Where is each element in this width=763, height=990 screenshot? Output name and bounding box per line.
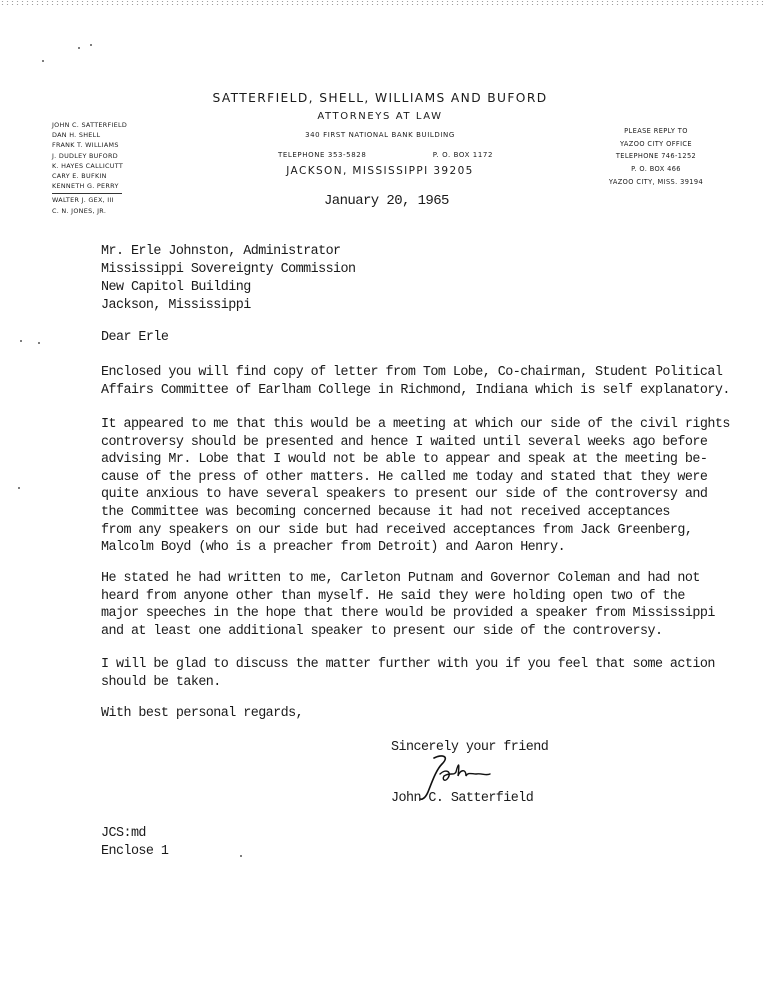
signer-name: John C. Satterfield — [391, 791, 534, 806]
enclosure-note: Enclose 1 — [101, 843, 169, 859]
recipient-address — [101, 243, 356, 315]
closing: With best personal regards, — [101, 706, 304, 721]
address-line: New Capitol Building — [101, 280, 251, 295]
address-line: Mississippi Sovereignty Commission — [101, 262, 356, 277]
associate-name: WALTER J. GEX, III — [52, 196, 114, 205]
body-paragraph-3 — [101, 570, 715, 640]
address-line: Mr. Erle Johnston, Administrator — [101, 244, 341, 259]
paragraph-line: advising Mr. Lobe that I would not be able to appear and speak at the meeting be- — [101, 452, 708, 468]
partner-name: JOHN C. SATTERFIELD — [52, 121, 128, 129]
firm-po-box: P. O. BOX 1172 — [432, 151, 493, 159]
partner-name: CARY E. BUFKIN — [52, 172, 107, 181]
signoff: Sincerely your friend — [391, 740, 549, 755]
paragraph-line: major speeches in the hope that there would be provided a speaker from Mississippi — [101, 606, 715, 622]
firm-city: JACKSON, MISSISSIPPI 39205 — [286, 165, 474, 177]
typist-initials: JCS:md — [101, 826, 146, 841]
partner-name: K. HAYES CALLICUTT — [52, 161, 124, 170]
partner-name: DAN H. SHELL — [52, 131, 101, 140]
body-paragraph-1 — [101, 364, 730, 399]
partner-name: J. DUDLEY BUFORD — [52, 151, 118, 160]
paragraph-line: Malcolm Boyd (who is a preacher from Detroit) and Aaron Henry. — [101, 540, 566, 556]
paragraph-line: from any speakers on our side but had received acceptances from Jack Greenberg, — [101, 522, 693, 538]
scan-edge-noise — [0, 0, 763, 6]
partner-name: FRANK T. WILLIAMS — [52, 141, 119, 150]
reference-initials-block — [101, 825, 168, 860]
paragraph-line: and at least one additional speaker to present our side of the controversy. — [101, 623, 663, 639]
reply-line: PLEASE REPLY TO — [624, 127, 688, 135]
paragraph-line: heard from anyone other than myself. He said they were holding open two of the — [101, 588, 685, 604]
paragraph-line: should be taken. — [101, 674, 221, 690]
letter-date: January 20, 1965 — [324, 193, 449, 209]
scan-speck — [240, 855, 242, 857]
salutation: Dear Erle — [101, 330, 169, 345]
reply-line: YAZOO CITY OFFICE — [619, 139, 692, 148]
partner-divider — [52, 193, 122, 194]
scan-speck — [38, 342, 40, 344]
body-paragraph-4 — [101, 656, 715, 691]
scan-speck — [18, 487, 20, 489]
firm-building: 340 FIRST NATIONAL BANK BUILDING — [305, 131, 455, 139]
associate-name: C. N. JONES, JR. — [52, 206, 107, 215]
scan-speck — [42, 60, 44, 62]
paragraph-line: the Committee was becoming concerned because it had not received acceptances — [101, 504, 670, 520]
firm-telephone: TELEPHONE 353-5828 — [278, 151, 367, 159]
partner-name: KENNETH G. PERRY — [52, 182, 119, 191]
address-line: Jackson, Mississippi — [101, 298, 251, 313]
scan-speck — [20, 340, 22, 342]
firm-contact-row — [278, 151, 493, 159]
scan-speck — [78, 47, 80, 49]
reply-line: P. O. BOX 466 — [631, 165, 681, 174]
paragraph-line: It appeared to me that this would be a meeting at which our side of the civil rights — [101, 417, 730, 432]
reply-line: YAZOO CITY, MISS. 39194 — [608, 177, 704, 186]
paragraph-line: Enclosed you will find copy of letter from Tom Lobe, Co-chairman, Student Political — [101, 365, 723, 380]
paragraph-line: cause of the press of other matters. He called me today and stated that they were — [101, 469, 708, 485]
partner-list — [52, 120, 162, 216]
paragraph-line: He stated he had written to me, Carleton Putnam and Governor Coleman and had not — [101, 571, 700, 586]
body-paragraph-2 — [101, 416, 730, 557]
paragraph-line: I will be glad to discuss the matter further with you if you feel that some action — [101, 657, 715, 672]
paragraph-line: controversy should be presented and hence I waited until several weeks ago before — [101, 434, 708, 450]
firm-name: SATTERFIELD, SHELL, WILLIAMS AND BUFORD — [212, 90, 548, 105]
scan-speck — [90, 44, 92, 46]
reply-office-block — [600, 125, 712, 189]
paragraph-line: quite anxious to have several speakers to present our side of the controversy and — [101, 487, 708, 503]
reply-line: TELEPHONE 746-1252 — [615, 152, 697, 161]
paragraph-line: Affairs Committee of Earlham College in Richmond, Indiana which is self explanatory. — [101, 382, 730, 398]
firm-subtitle: ATTORNEYS AT LAW — [317, 111, 443, 122]
